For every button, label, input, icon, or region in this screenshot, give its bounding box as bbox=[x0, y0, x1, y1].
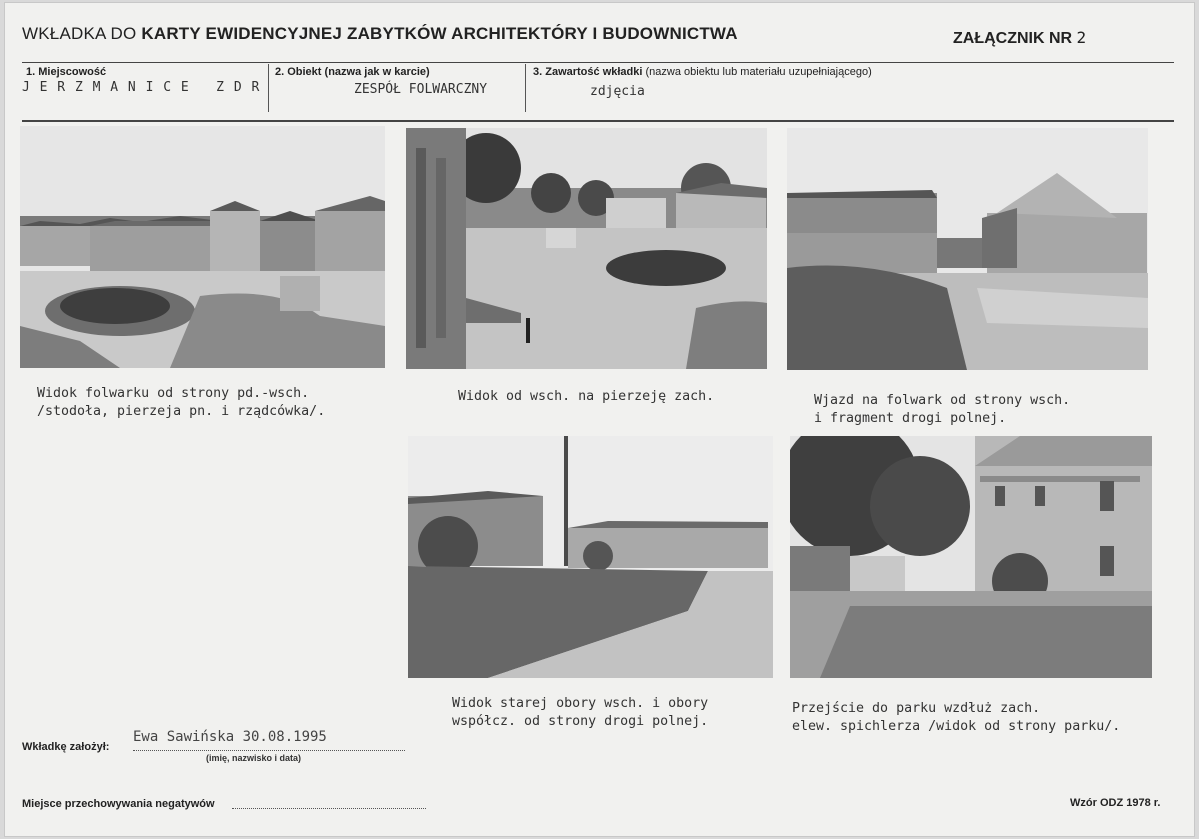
object-label bbox=[275, 66, 430, 78]
attachment-number-value: 2 bbox=[1076, 28, 1087, 47]
photo-2 bbox=[406, 128, 767, 369]
object-label-note: (nazwa jak w karcie) bbox=[324, 66, 430, 78]
attachment-label: ZAŁĄCZNIK NR bbox=[953, 30, 1073, 47]
negatives-label: Miejsce przechowywania negatywów bbox=[22, 798, 215, 810]
form-code: Wzór ODZ 1978 r. bbox=[1070, 797, 1161, 809]
negatives-dotted-line bbox=[232, 808, 426, 809]
header-rule bbox=[22, 62, 1174, 63]
created-by-dotted-line bbox=[133, 750, 405, 751]
contents-label-text: 3. Zawartość wkładki bbox=[533, 66, 643, 78]
caption-photo-2: Widok od wsch. na pierzeję zach. bbox=[458, 389, 715, 404]
field-divider-2 bbox=[525, 64, 526, 112]
caption-photo-4: Widok starej obory wsch. i obory współcz. od strony drogi polnej. bbox=[452, 696, 709, 729]
locality-label bbox=[26, 66, 106, 78]
form-title-part1: WKŁADKA DO bbox=[22, 24, 137, 43]
attachment-number bbox=[953, 28, 1086, 48]
photo-5 bbox=[790, 436, 1152, 678]
object-value: ZESPÓŁ FOLWARCZNY bbox=[354, 82, 488, 97]
contents-label bbox=[533, 66, 872, 78]
caption-photo-3: Wjazd na folwark od strony wsch. i fragment drogi polnej. bbox=[814, 393, 1071, 426]
locality-value: J E R Z M A N I C E Z D R bbox=[22, 80, 261, 95]
caption-photo-1: Widok folwarku od strony pd.-wsch. /stodoła, pierzeja pn. i rządcówka/. bbox=[37, 386, 326, 419]
photo-1 bbox=[20, 126, 385, 368]
field-divider-1 bbox=[268, 64, 269, 112]
fields-rule bbox=[22, 120, 1174, 122]
form-title-part2: KARTY EWIDENCYJNEJ ZABYTKÓW ARCHITEKTÓRY I BUDOWNICTWA bbox=[141, 24, 738, 43]
caption-photo-5: Przejście do parku wzdłuż zach. elew. spichlerza /widok od strony parku/. bbox=[792, 701, 1121, 734]
object-label-text: 2. Obiekt bbox=[275, 66, 322, 78]
contents-label-note: (nazwa obiektu lub materiału uzupełniającego) bbox=[645, 66, 872, 78]
created-by-label: Wkładkę założył: bbox=[22, 741, 110, 753]
created-by-value: Ewa Sawińska 30.08.1995 bbox=[133, 729, 327, 745]
contents-value: zdjęcia bbox=[590, 84, 645, 99]
locality-label-text: 1. Miejscowość bbox=[26, 66, 107, 78]
created-by-note: (imię, nazwisko i data) bbox=[206, 753, 302, 763]
photo-3 bbox=[787, 128, 1148, 370]
form-title bbox=[22, 24, 738, 44]
photo-4 bbox=[408, 436, 773, 678]
